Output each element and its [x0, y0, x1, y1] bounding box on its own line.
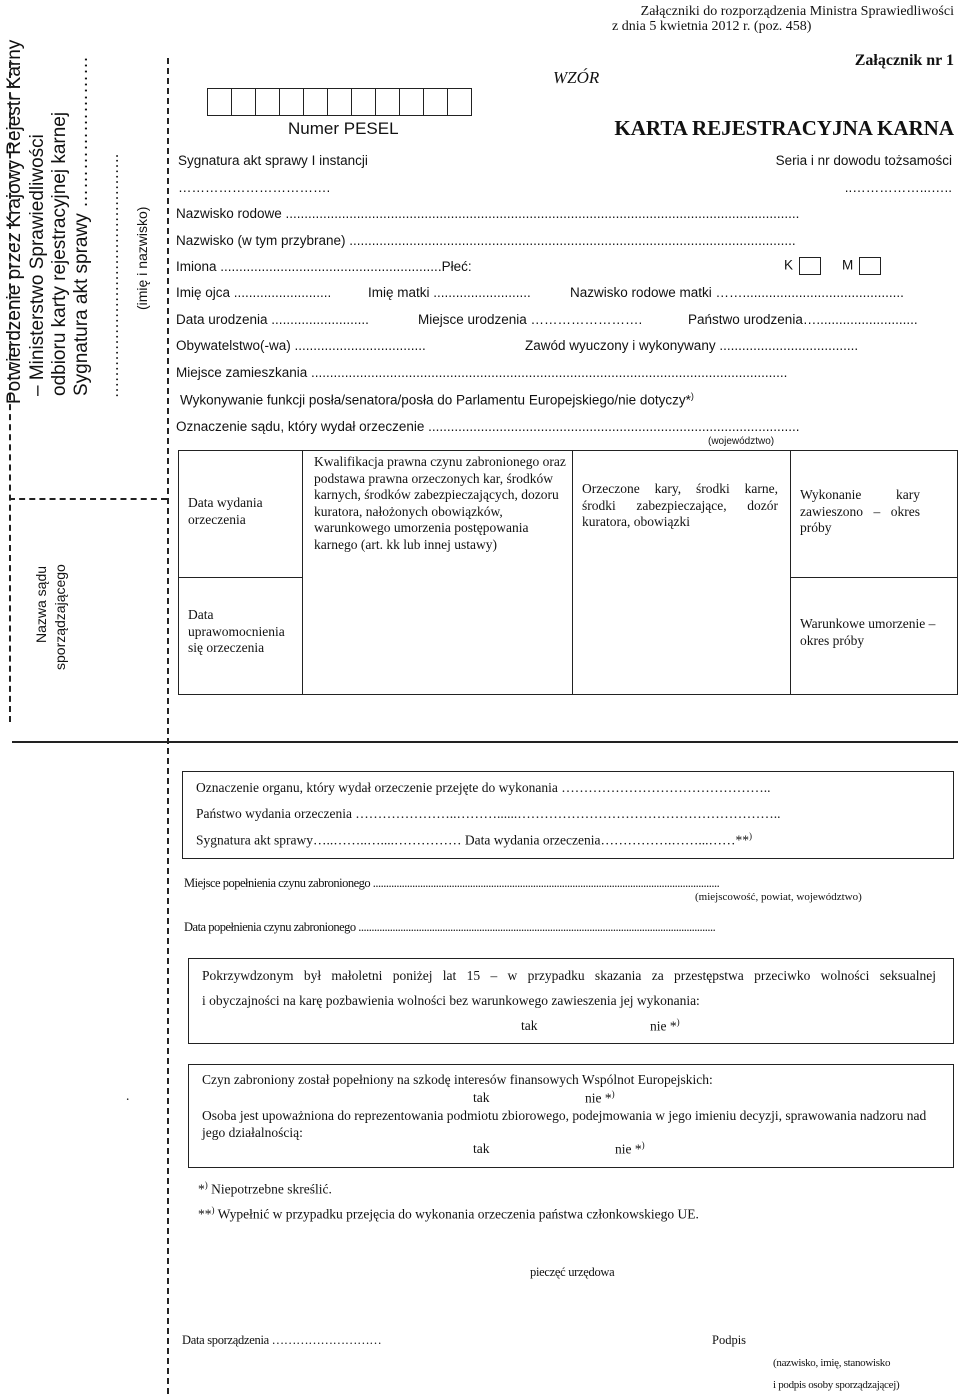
sex-k-checkbox[interactable] [799, 257, 821, 275]
official-stamp-label: pieczęć urzędowa [530, 1265, 615, 1279]
stub-confirm-line-2: – Ministerstwo Sprawiedliwości [27, 134, 48, 396]
offence-date-field[interactable]: Data popełnienia czynu zabronionego ........................................................................................................................................ [184, 920, 716, 934]
stub-bottom-line [12, 741, 958, 743]
mandate-label: Wykonywanie funkcji posła/senatora/posła do Parlamentu Europejskiego/nie dotyczy* [180, 392, 691, 408]
surname-field[interactable]: Nazwisko (w tym przybrane) ....................................................................................................................... [176, 233, 796, 248]
legal-entity-yes[interactable]: tak [473, 1141, 490, 1156]
father-name-field[interactable]: Imię ojca .......................... [176, 285, 332, 300]
first-names-field[interactable]: Imiona ...........................................................Płeć: [176, 259, 472, 274]
stub-name-label: (imię i nazwisko) [134, 206, 150, 310]
stub-cut-line [9, 62, 11, 722]
stub-court-line-1: Nazwa sądu [33, 565, 49, 643]
stub-top-cut [9, 498, 167, 500]
wzor-label: WZÓR [553, 68, 600, 87]
table-row-divider-right [790, 577, 958, 578]
legal-entity-question: Osoba jest upoważniona do reprezentowania podmiotu zbiorowego, podejmowania w jego imieniu decyzji, sprawowania nadzoru nad jego działalnością: [202, 1108, 927, 1140]
case-number-issue-date-field[interactable]: Sygnatura akt sprawy…..……..…....…………… Data wydania orzeczenia…………….……...……**) [196, 831, 753, 848]
stub-case-signature: Sygnatura akt sprawy …………………… [71, 56, 92, 396]
issuing-country-field[interactable]: Państwo wydania orzeczenia …………………..………......………………………………………………….. [196, 806, 781, 821]
pesel-digit-box[interactable] [327, 88, 352, 116]
id-document-label: Seria i nr dowodu tożsamości [775, 153, 952, 168]
sex-option-k[interactable] [784, 257, 821, 275]
eu-finances-yes[interactable]: tak [473, 1090, 490, 1105]
form-title: KARTA REJESTRACYJNA KARNA [614, 116, 954, 140]
table-divider-2 [572, 450, 573, 695]
pesel-digit-box[interactable] [423, 88, 448, 116]
footnote-1-text: Niepotrzebne skreślić. [211, 1181, 332, 1197]
signature-note-1: (nazwisko, imię, stanowisko [773, 1357, 891, 1369]
occupation-field[interactable]: Zawód wyuczony i wykonywany ..................................... [525, 338, 859, 353]
penalties-cell[interactable]: Orzeczone kary, środki karne, środki zabezpieczające, dozór kuratora, obowiązki [582, 481, 778, 529]
signature-label: Podpis [712, 1333, 747, 1347]
stub-confirm-line-1: Potwierdzenie przez Krajowy Rejestr Karny [4, 39, 25, 404]
stub-court-line-2: sporządzającego [52, 564, 68, 670]
eu-finances-no[interactable]: nie *) [585, 1089, 615, 1106]
attachment-number: Załącznik nr 1 [854, 52, 954, 69]
footnote-2: **) Wypełnić w przypadku przejęcia do wykonania orzeczenia państwa członkowskiego UE. [198, 1205, 699, 1222]
conditional-discontinuance-cell[interactable]: Warunkowe umorzenie – okres próby [800, 616, 936, 648]
header-line-1: Załączniki do rozporządzenia Ministra Sprawiedliwości [640, 4, 954, 19]
margin-dot: . [126, 1088, 130, 1103]
issuing-authority-field[interactable]: Oznaczenie organu, który wydał orzeczenie przejęte do wykonania ……………………………………….. [196, 780, 771, 795]
legal-entity-no-label: nie * [615, 1141, 642, 1157]
table-divider-3 [790, 450, 791, 695]
minor-victim-no[interactable]: nie *) [650, 1017, 680, 1034]
birth-place-field[interactable]: Miejsce urodzenia ……………………. [418, 312, 643, 327]
sex-k-label: K [784, 257, 794, 273]
birth-date-field[interactable]: Data urodzenia .......................... [176, 312, 369, 327]
eu-finances-no-label: nie * [585, 1090, 612, 1106]
pesel-digit-box[interactable] [375, 88, 400, 116]
sex-m-label: M [842, 257, 854, 273]
final-date-cell[interactable]: Data uprawomocnienia się orzeczenia [188, 607, 285, 655]
birth-country-field[interactable]: Państwo urodzenia…........................... [688, 312, 918, 327]
pesel-label: Numer PESEL [288, 119, 399, 138]
residence-field[interactable]: Miejsce zamieszkania ............................................................................................................................... [176, 365, 788, 380]
header-line-2: z dnia 5 kwietnia 2012 r. (poz. 458) [612, 19, 812, 34]
offence-place-field[interactable]: Miejsce popełnienia czynu zabronionego .................................................................................................................................... [184, 876, 720, 890]
stub-confirm-line-3: odbioru karty rejestracyjnej karnej [49, 111, 70, 396]
pesel-digit-box[interactable] [351, 88, 376, 116]
minor-victim-line-2: i obyczajności na karę pozbawienia wolności bez warunkowego zawieszenia jej wykonania: [202, 993, 700, 1008]
sex-m-checkbox[interactable] [859, 257, 881, 275]
minor-victim-line-1: Pokrzywdzonym był małoletni poniżej lat 15 – w przypadku skazania za przestępstwa przeciwko wolności seksualnej [202, 968, 936, 983]
pesel-digit-box[interactable] [231, 88, 256, 116]
table-divider-1 [302, 450, 303, 695]
court-field[interactable]: Oznaczenie sądu, który wydał orzeczenie ................................................................................................... [176, 419, 800, 434]
pesel-digit-box[interactable] [303, 88, 328, 116]
pesel-digit-box[interactable] [255, 88, 280, 116]
pesel-digit-box[interactable] [399, 88, 424, 116]
main-cut-line [167, 58, 169, 1394]
case-signature-field[interactable]: ……………………………. [178, 180, 331, 195]
footnote-1-mark: * [198, 1181, 205, 1197]
pesel-digit-box[interactable] [207, 88, 232, 116]
place-note: (miejscowość, powiat, województwo) [695, 891, 862, 903]
mother-name-field[interactable]: Imię matki .......................... [368, 285, 531, 300]
issue-date-cell[interactable]: Data wydania orzeczenia [188, 495, 263, 527]
case-signature-label: Sygnatura akt sprawy I instancji [178, 153, 368, 168]
signature-note-2: i podpis osoby sporządzającej) [773, 1379, 900, 1391]
citizenship-field[interactable]: Obywatelstwo(-wa) ................................... [176, 338, 426, 353]
minor-victim-no-label: nie * [650, 1018, 677, 1034]
mandate-field[interactable]: Wykonywanie funkcji posła/senatora/posła do Parlamentu Europejskiego/nie dotyczy*) [180, 391, 694, 408]
minor-victim-yes[interactable]: tak [521, 1018, 538, 1033]
preparation-date-field[interactable]: Data sporządzenia ……………………… [182, 1333, 382, 1347]
maiden-name-field[interactable]: Nazwisko rodowe ......................................................................................................................................... [176, 206, 800, 221]
pesel-digit-box[interactable] [279, 88, 304, 116]
mother-maiden-name-field[interactable]: Nazwisko rodowe matki ……........................................... [570, 285, 904, 300]
eu-finances-question: Czyn zabroniony został popełniony na szkodę interesów finansowych Wspólnot Europejskich: [202, 1072, 713, 1087]
table-row-divider-left [178, 577, 302, 578]
suspension-cell[interactable]: Wykonanie kary zawieszono – okres próby [800, 487, 920, 535]
pesel-digit-box[interactable] [447, 88, 472, 116]
footnote-1: *) Niepotrzebne skreślić. [198, 1180, 332, 1197]
legal-entity-no[interactable]: nie *) [615, 1140, 645, 1157]
case-number-issue-date-label: Sygnatura akt sprawy…..……..…....…………… Data wydania orzeczenia…………….……...……** [196, 832, 750, 848]
footnote-2-mark: ** [198, 1206, 212, 1222]
stub-dots: ………………………………………. [105, 154, 122, 398]
legal-qualification-cell[interactable]: Kwalifikacja prawna czynu zabronionego oraz podstawa prawna orzeczonych kar, środków karnych, środków zabezpieczających, dozoru kuratora, nałożonych obowiązków, warunkowego umorzenia postępowania karnego (art. kk lub innej ustawy) [314, 454, 566, 552]
id-document-field[interactable]: ..……………...….. [844, 180, 952, 195]
footnote-2-text: Wypełnić w przypadku przejęcia do wykonania orzeczenia państwa członkowskiego UE. [217, 1206, 699, 1222]
sex-option-m[interactable] [842, 257, 881, 275]
voivodeship-note: (województwo) [708, 436, 775, 447]
